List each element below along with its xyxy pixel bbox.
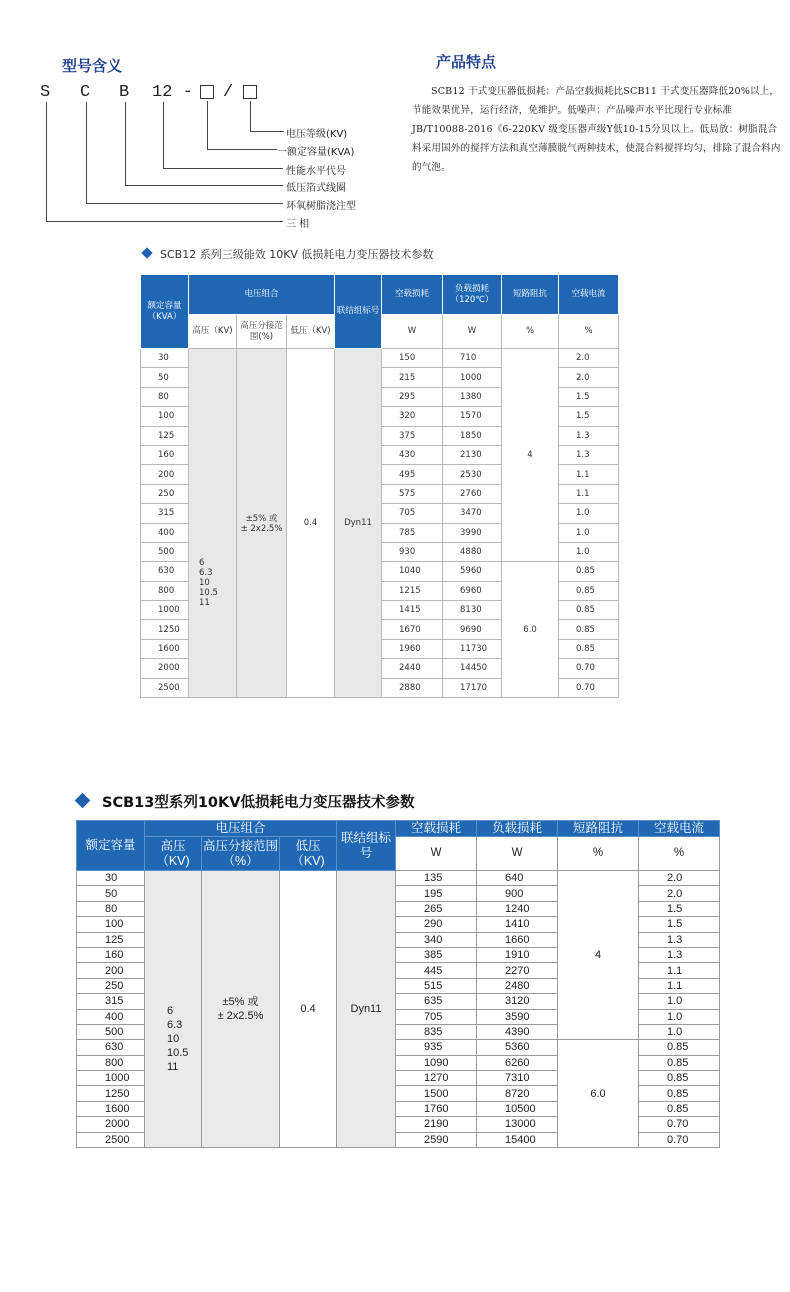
cell-hv-values: 6 6.3 10 10.5 11 (145, 871, 202, 1148)
cell-no-load-loss: 2590 (396, 1132, 477, 1147)
cell-no-load-current: 1.5 (559, 387, 619, 406)
cell-load-loss: 1410 (477, 917, 558, 932)
cell-no-load-current: 2.0 (639, 871, 720, 886)
cell-capacity: 500 (141, 542, 189, 561)
cell-no-load-current: 0.70 (559, 659, 619, 678)
cell-no-load-loss: 2880 (382, 678, 443, 697)
cell-no-load-current: 0.85 (639, 1055, 720, 1070)
cell-capacity: 125 (77, 932, 145, 947)
cell-no-load-current: 1.5 (639, 901, 720, 916)
cell-no-load-loss: 340 (396, 932, 477, 947)
cell-no-load-loss: 495 (382, 465, 443, 484)
legend-epoxy-cast: 环氧树脂浇注型 (286, 201, 356, 212)
cell-load-loss: 9690 (443, 620, 502, 639)
cell-capacity: 2000 (77, 1117, 145, 1132)
cell-no-load-current: 0.85 (559, 562, 619, 581)
cell-no-load-loss: 575 (382, 484, 443, 503)
cell-no-load-current: 0.85 (559, 639, 619, 658)
cell-impedance: 6.0 (502, 562, 559, 698)
cell-no-load-current: 1.5 (559, 407, 619, 426)
th-no-load-current: 空载电流 (639, 821, 720, 837)
cell-load-loss: 1240 (477, 901, 558, 916)
th-no-load-loss: 空载损耗 (396, 821, 477, 837)
model-char-12: 12 - (152, 83, 193, 102)
cell-no-load-current: 1.0 (639, 1024, 720, 1039)
connector-line (163, 102, 164, 168)
cell-no-load-current: 0.85 (639, 1101, 720, 1116)
cell-capacity: 315 (141, 504, 189, 523)
cell-load-loss: 14450 (443, 659, 502, 678)
cell-capacity: 250 (141, 484, 189, 503)
cell-no-load-loss: 1670 (382, 620, 443, 639)
cell-load-loss: 3590 (477, 1009, 558, 1024)
cell-load-loss: 1660 (477, 932, 558, 947)
cell-no-load-current: 1.1 (639, 978, 720, 993)
connector-line (46, 102, 47, 221)
product-features-text: SCB12 干式变压器低损耗：产品空载损耗比SCB11 干式变压器降低20%以上，节能效果优异，运行经济，免维护。低噪声：产品噪声水平比现行专业标准JB/T10088-2016《6-220KV 级变压器声级Y低10-15分贝以上。低局放：树脂混合料采用国外的搅拌方法和真空薄膜脱气两种技术，使混合料搅拌均匀，排除了混合料内的气泡。 (412, 86, 781, 173)
connector-line (125, 185, 283, 186)
cell-no-load-loss: 1215 (382, 581, 443, 600)
cell-capacity: 630 (77, 1040, 145, 1055)
diamond-bullet-icon (141, 247, 152, 258)
th-tap-range: 高压分接范围(%) (237, 315, 287, 349)
cell-no-load-current: 1.3 (559, 445, 619, 464)
cell-no-load-loss: 1415 (382, 601, 443, 620)
cell-no-load-loss: 2440 (382, 659, 443, 678)
cell-no-load-loss: 430 (382, 445, 443, 464)
cell-load-loss: 8720 (477, 1086, 558, 1101)
cell-capacity: 1000 (77, 1071, 145, 1086)
cell-capacity: 1000 (141, 601, 189, 620)
cell-no-load-current: 1.1 (559, 484, 619, 503)
th-capacity: 额定容量（KVA） (141, 275, 189, 349)
cell-no-load-current: 0.70 (559, 678, 619, 697)
cell-load-loss: 11730 (443, 639, 502, 658)
cell-no-load-loss: 375 (382, 426, 443, 445)
cell-capacity: 250 (77, 978, 145, 993)
cell-no-load-current: 1.0 (559, 523, 619, 542)
cell-load-loss: 1000 (443, 368, 502, 387)
cell-load-loss: 1910 (477, 947, 558, 962)
th-hv: 高压（KV) (189, 315, 237, 349)
cell-load-loss: 2760 (443, 484, 502, 503)
cell-no-load-loss: 515 (396, 978, 477, 993)
cell-no-load-current: 0.70 (639, 1132, 720, 1147)
th-unit-pct: % (502, 315, 559, 349)
cell-hv-values: 6 6.3 10 10.5 11 (189, 349, 237, 698)
cell-no-load-loss: 930 (382, 542, 443, 561)
cell-load-loss: 2480 (477, 978, 558, 993)
cell-capacity: 30 (141, 349, 189, 368)
cell-capacity: 1250 (141, 620, 189, 639)
model-char-s: S (40, 83, 51, 102)
th-impedance: 短路阻抗 (502, 275, 559, 315)
cell-load-loss: 17170 (443, 678, 502, 697)
cell-load-loss: 1570 (443, 407, 502, 426)
th-load-loss: 负载损耗 (477, 821, 558, 837)
cell-capacity: 160 (141, 445, 189, 464)
model-capacity-box (200, 85, 214, 99)
table2-caption-text: SCB13型系列10KV低损耗电力变压器技术参数 (102, 795, 415, 811)
cell-no-load-current: 0.85 (639, 1086, 720, 1101)
th-unit-w: W (382, 315, 443, 349)
cell-load-loss: 2270 (477, 963, 558, 978)
cell-capacity: 200 (141, 465, 189, 484)
cell-no-load-loss: 635 (396, 994, 477, 1009)
connector-line (86, 203, 283, 204)
cell-capacity: 1600 (77, 1101, 145, 1116)
cell-load-loss: 8130 (443, 601, 502, 620)
cell-no-load-loss: 295 (382, 387, 443, 406)
th-unit-w: W (477, 837, 558, 871)
cell-load-loss: 2530 (443, 465, 502, 484)
cell-no-load-current: 2.0 (559, 368, 619, 387)
cell-capacity: 2000 (141, 659, 189, 678)
connector-line (86, 102, 87, 203)
table1-caption-text: SCB12 系列三级能效 10KV 低损耗电力变压器技术参数 (160, 248, 434, 261)
table1-body (141, 349, 619, 698)
cell-no-load-current: 0.70 (639, 1117, 720, 1132)
cell-no-load-loss: 195 (396, 886, 477, 901)
diamond-bullet-icon (75, 793, 91, 809)
cell-capacity: 50 (141, 368, 189, 387)
connector-line (250, 101, 251, 131)
th-tap-range: 高压分接范围（%） (202, 837, 280, 871)
cell-no-load-loss: 935 (396, 1040, 477, 1055)
cell-no-load-loss: 135 (396, 871, 477, 886)
cell-load-loss: 2130 (443, 445, 502, 464)
cell-load-loss: 15400 (477, 1132, 558, 1147)
table2-caption (77, 791, 414, 812)
cell-no-load-loss: 215 (382, 368, 443, 387)
cell-capacity: 800 (141, 581, 189, 600)
cell-load-loss: 3120 (477, 994, 558, 1009)
cell-no-load-loss: 290 (396, 917, 477, 932)
th-voltage-group: 电压组合 (145, 821, 337, 837)
cell-load-loss: 900 (477, 886, 558, 901)
product-features-title: 产品特点 (436, 53, 497, 71)
cell-capacity: 30 (77, 871, 145, 886)
cell-no-load-current: 1.1 (559, 465, 619, 484)
cell-no-load-current: 1.3 (559, 426, 619, 445)
cell-load-loss: 5360 (477, 1040, 558, 1055)
table2-body (77, 871, 720, 1148)
model-char-slash: / (223, 83, 234, 102)
th-unit-w: W (396, 837, 477, 871)
scb13-parameter-table (76, 820, 720, 1148)
cell-capacity: 630 (141, 562, 189, 581)
cell-no-load-loss: 785 (382, 523, 443, 542)
cell-no-load-loss: 835 (396, 1024, 477, 1039)
cell-no-load-current: 1.0 (559, 542, 619, 561)
cell-capacity: 315 (77, 994, 145, 1009)
th-load-loss: 负载损耗（120℃） (443, 275, 502, 315)
cell-capacity: 200 (77, 963, 145, 978)
cell-load-loss: 4390 (477, 1024, 558, 1039)
cell-no-load-loss: 150 (382, 349, 443, 368)
cell-no-load-loss: 320 (382, 407, 443, 426)
cell-no-load-loss: 385 (396, 947, 477, 962)
connector-line (125, 102, 126, 185)
cell-load-loss: 10500 (477, 1101, 558, 1116)
connector-line (207, 149, 277, 150)
cell-capacity: 1250 (77, 1086, 145, 1101)
cell-capacity: 2500 (141, 678, 189, 697)
cell-no-load-loss: 1760 (396, 1101, 477, 1116)
model-char-b: B (119, 83, 130, 102)
th-lv: 低压（KV) (280, 837, 337, 871)
cell-load-loss: 3470 (443, 504, 502, 523)
connector-line (207, 101, 208, 149)
th-vector-group: 联结组标号 (337, 821, 396, 871)
cell-no-load-loss: 1500 (396, 1086, 477, 1101)
cell-capacity: 400 (77, 1009, 145, 1024)
th-no-load-current: 空载电流 (559, 275, 619, 315)
legend-rated-capacity: 一额定容量(KVA) (277, 147, 355, 158)
cell-no-load-current: 1.0 (639, 994, 720, 1009)
cell-impedance: 4 (502, 349, 559, 562)
cell-no-load-current: 1.0 (559, 504, 619, 523)
cell-capacity: 2500 (77, 1132, 145, 1147)
cell-load-loss: 6260 (477, 1055, 558, 1070)
cell-no-load-current: 0.85 (639, 1040, 720, 1055)
cell-load-loss: 13000 (477, 1117, 558, 1132)
cell-no-load-current: 0.85 (639, 1071, 720, 1086)
cell-load-loss: 5960 (443, 562, 502, 581)
cell-no-load-current: 1.3 (639, 947, 720, 962)
cell-capacity: 80 (77, 901, 145, 916)
th-voltage-group: 电压组合 (189, 275, 335, 315)
cell-no-load-current: 1.1 (639, 963, 720, 978)
cell-impedance: 4 (558, 871, 639, 1040)
th-unit-pct: % (559, 315, 619, 349)
cell-load-loss: 4880 (443, 542, 502, 561)
cell-capacity: 50 (77, 886, 145, 901)
cell-load-loss: 3990 (443, 523, 502, 542)
th-unit-pct: % (639, 837, 720, 871)
cell-capacity: 400 (141, 523, 189, 542)
cell-load-loss: 710 (443, 349, 502, 368)
cell-load-loss: 1850 (443, 426, 502, 445)
cell-capacity: 500 (77, 1024, 145, 1039)
cell-no-load-current: 0.85 (559, 581, 619, 600)
th-vector-group: 联结组标号 (335, 275, 382, 349)
table-row (77, 871, 720, 886)
cell-load-loss: 640 (477, 871, 558, 886)
cell-capacity: 160 (77, 947, 145, 962)
legend-voltage-level: 电压等级(KV) (286, 129, 348, 140)
th-impedance: 短路阻抗 (558, 821, 639, 837)
cell-capacity: 80 (141, 387, 189, 406)
cell-no-load-current: 0.85 (559, 620, 619, 639)
cell-no-load-loss: 1270 (396, 1071, 477, 1086)
table1-caption (143, 246, 433, 262)
cell-no-load-current: 2.0 (559, 349, 619, 368)
cell-load-loss: 1380 (443, 387, 502, 406)
scb12-parameter-table (140, 274, 619, 698)
legend-three-phase: 三 相 (286, 219, 310, 230)
cell-lv: 0.4 (280, 871, 337, 1148)
cell-no-load-current: 1.5 (639, 917, 720, 932)
cell-capacity: 125 (141, 426, 189, 445)
cell-tap-range: ±5% 或 ± 2x2.5% (202, 871, 280, 1148)
th-no-load-loss: 空载损耗 (382, 275, 443, 315)
cell-no-load-loss: 1960 (382, 639, 443, 658)
th-unit-w: W (443, 315, 502, 349)
th-hv: 高压（KV) (145, 837, 202, 871)
cell-no-load-current: 0.85 (559, 601, 619, 620)
cell-tap-range: ±5% 或 ± 2x2.5% (237, 349, 287, 698)
cell-no-load-loss: 705 (382, 504, 443, 523)
table-row (141, 349, 619, 368)
cell-capacity: 1600 (141, 639, 189, 658)
cell-no-load-loss: 2190 (396, 1117, 477, 1132)
cell-load-loss: 7310 (477, 1071, 558, 1086)
connector-line (46, 221, 283, 222)
cell-no-load-loss: 1090 (396, 1055, 477, 1070)
cell-load-loss: 6960 (443, 581, 502, 600)
connector-line (163, 168, 283, 169)
cell-no-load-loss: 265 (396, 901, 477, 916)
cell-vector-group: Dyn11 (337, 871, 396, 1148)
th-lv: 低压（KV) (287, 315, 335, 349)
cell-no-load-current: 1.0 (639, 1009, 720, 1024)
cell-capacity: 800 (77, 1055, 145, 1070)
cell-no-load-loss: 705 (396, 1009, 477, 1024)
model-char-c: C (80, 83, 91, 102)
cell-lv: 0.4 (287, 349, 335, 698)
cell-capacity: 100 (141, 407, 189, 426)
th-unit-pct: % (558, 837, 639, 871)
connector-line (250, 131, 284, 132)
cell-vector-group: Dyn11 (335, 349, 382, 698)
cell-impedance: 6.0 (558, 1040, 639, 1148)
model-voltage-box (243, 85, 257, 99)
cell-no-load-current: 1.3 (639, 932, 720, 947)
legend-lv-foil-coil: 低压箔式线圈 (286, 183, 346, 194)
model-meaning-title: 型号含义 (62, 57, 123, 75)
cell-no-load-loss: 445 (396, 963, 477, 978)
cell-capacity: 100 (77, 917, 145, 932)
cell-no-load-current: 2.0 (639, 886, 720, 901)
th-capacity: 额定容量 (77, 821, 145, 871)
legend-performance-code: 性能水平代号 (286, 166, 346, 177)
cell-no-load-loss: 1040 (382, 562, 443, 581)
